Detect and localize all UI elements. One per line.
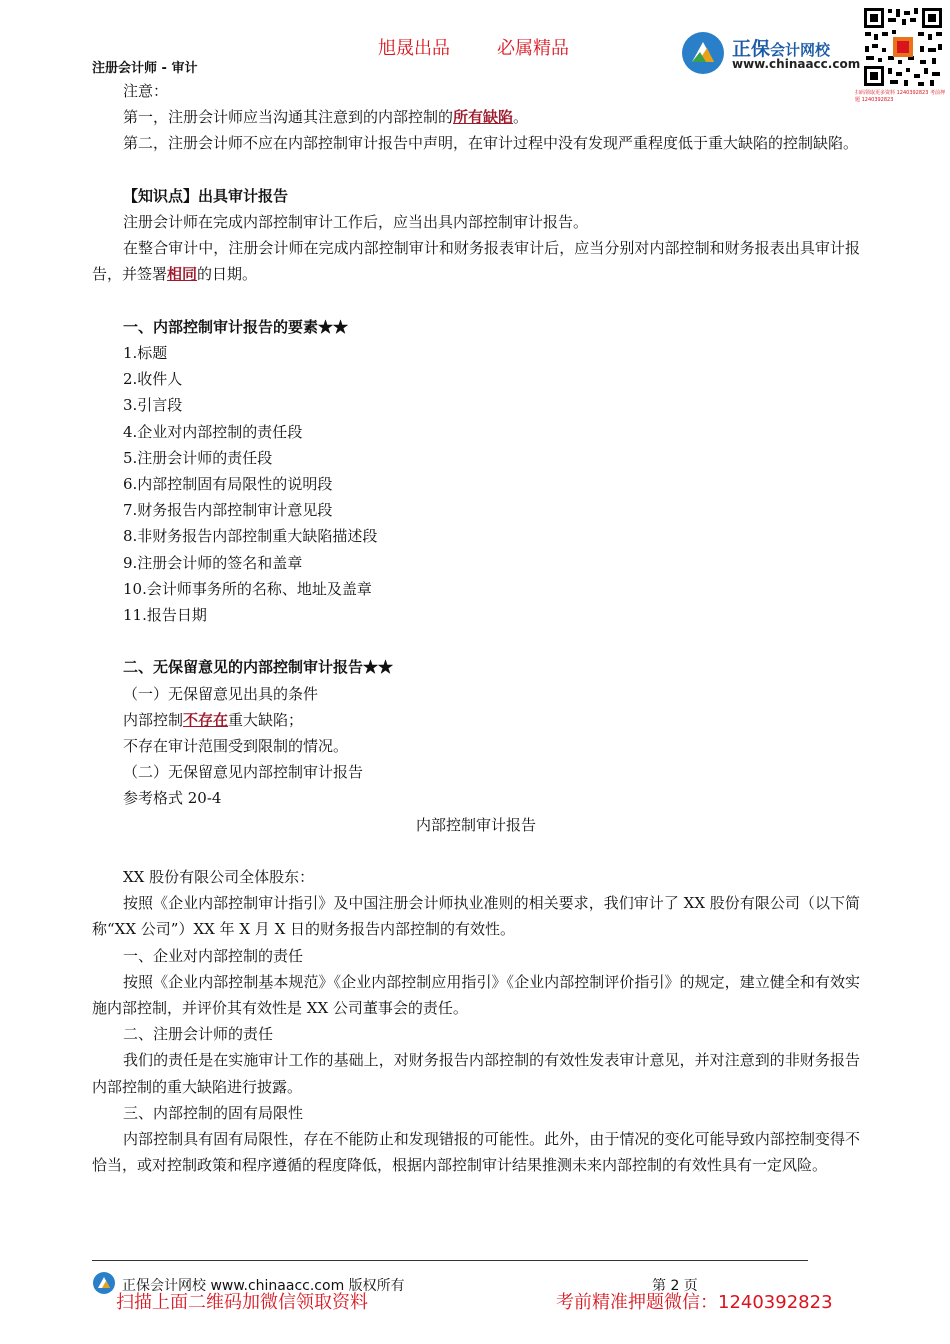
footer-logo-icon: [92, 1271, 116, 1295]
qr-code-icon[interactable]: [862, 6, 944, 88]
knowledge-point-title: 【知识点】出具审计报告: [123, 186, 289, 205]
section-2-sub-2: （二）无保留意见内部控制审计报告: [123, 763, 364, 782]
note-label: 注意：: [123, 82, 169, 100]
note-point-2: 第二，注册会计师不应在内部控制审计报告中声明，在审计过程中没有发现严重程度低于重大缺陷的控制缺陷。: [123, 134, 859, 153]
report-title: 内部控制审计报告: [415, 815, 536, 834]
knowledge-point-para-2: 在整合审计中，注册会计师在完成内部控制审计和财务报表审计后，应当分别对内部控制和财务报表出具审计报告，并签署相同的日期。: [92, 239, 860, 284]
logo-emblem-icon: [680, 30, 726, 76]
report-para-1: 按照《企业内部控制审计指引》及中国注册会计师执业准则的相关要求，我们审计了 XX 股份有限公司（以下简称“XX 公司”）XX 年 X 月 X 日的财务报告内部控制的有效性。: [92, 894, 860, 939]
qr-note: 扫码领取更多资料 1240392823 考前押题 1240392823: [855, 90, 945, 103]
footer-wechat-left: 扫描上面二维码加微信领取资料: [116, 1292, 368, 1313]
report-para-3: 我们的责任是在实施审计工作的基础上，对财务报告内部控制的有效性发表审计意见，并对注意到的非财务报告内部控制的重大缺陷进行披露。: [92, 1051, 860, 1096]
report-para-2: 按照《企业内部控制基本规范》《企业内部控制应用指引》《企业内部控制评价指引》的规定，建立健全和有效实施内部控制，并评价其有效性是 XX 公司董事会的责任。: [92, 972, 860, 1018]
logo-url: www.chinaacc.com: [732, 57, 861, 71]
section-1-title: 一、内部控制审计报告的要素★★: [123, 317, 349, 336]
footer-page-number: 第 2 页: [652, 1278, 698, 1294]
list-item: 6.内部控制固有局限性的说明段: [123, 475, 333, 494]
list-item: 9.注册会计师的签名和盖章: [123, 553, 303, 572]
report-heading-1: 一、企业对内部控制的责任: [123, 946, 304, 965]
knowledge-point-para-1: 注册会计师在完成内部控制审计工作后，应当出具内部控制审计报告。: [123, 213, 589, 231]
footer-wechat-right: 考前精准押题微信：1240392823: [556, 1292, 833, 1313]
logo-sub: 会计网校: [770, 41, 831, 59]
list-item: 8.非财务报告内部控制重大缺陷描述段: [123, 527, 378, 546]
list-item: 10.会计师事务所的名称、地址及盖章: [123, 579, 372, 598]
section-2-title: 二、无保留意见的内部控制审计报告★★: [123, 658, 394, 677]
highlight-same: 相同: [167, 265, 198, 284]
report-addressee: XX 股份有限公司全体股东：: [123, 868, 315, 887]
highlight-all-defects: 所有缺陷: [453, 108, 514, 127]
slogan-right: 必属精品: [497, 38, 569, 59]
list-item: 2.收件人: [123, 370, 183, 389]
condition-1: 内部控制不存在重大缺陷；: [123, 710, 304, 729]
list-item: 1.标题: [123, 344, 168, 362]
report-heading-2: 二、注册会计师的责任: [123, 1025, 274, 1044]
report-para-4: 内部控制具有固有局限性，存在不能防止和发现错报的可能性。此外，由于情况的变化可能导致内部控制变得不恰当，或对控制政策和程序遵循的程度降低，根据内部控制审计结果推测未来内部控制的有效性具有一定风险。: [92, 1130, 860, 1175]
list-item: 4.企业对内部控制的责任段: [123, 422, 303, 441]
section-2-sub-1: （一）无保留意见出具的条件: [123, 684, 319, 703]
footer-copyright: 正保会计网校 www.chinaacc.com 版权所有: [122, 1278, 405, 1294]
slogan-left: 旭晟出品: [378, 38, 450, 59]
course-title: 注册会计师 - 审计: [92, 61, 198, 76]
list-item: 3.引言段: [123, 396, 183, 415]
report-heading-3: 三、内部控制的固有局限性: [123, 1103, 304, 1122]
section-1-list: [92, 340, 860, 628]
logo-name: 正保: [732, 38, 771, 60]
list-item: 11.报告日期: [123, 606, 207, 625]
chinaacc-logo[interactable]: [680, 30, 860, 76]
document-body: [92, 78, 860, 1178]
list-item: 5.注册会计师的责任段: [123, 448, 273, 467]
footer-divider: [92, 1260, 808, 1261]
highlight-not-exist: 不存在: [183, 710, 229, 729]
condition-2: 不存在审计范围受到限制的情况。: [123, 737, 349, 756]
list-item: 7.财务报告内部控制审计意见段: [123, 501, 333, 520]
qr-code-graphic: [862, 6, 944, 88]
reference-format: 参考格式 20-4: [123, 789, 222, 808]
note-point-1: 第一，注册会计师应当沟通其注意到的内部控制的所有缺陷。: [123, 108, 529, 127]
